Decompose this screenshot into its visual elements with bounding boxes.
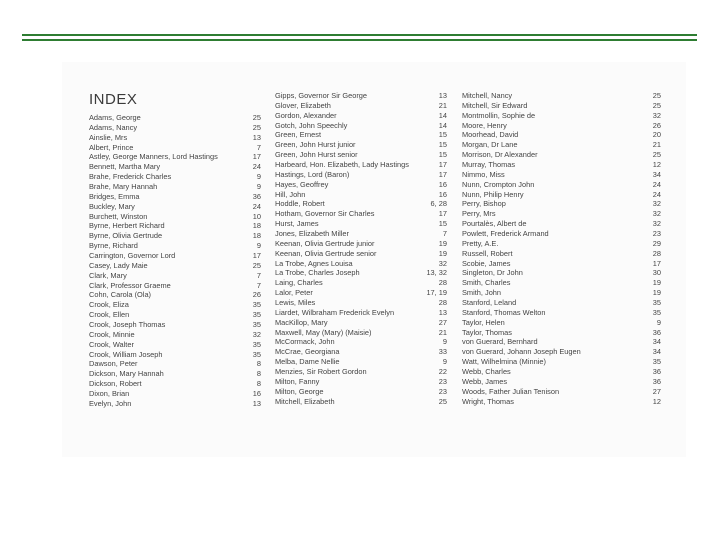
index-entry-page: 14	[438, 110, 447, 120]
index-entry	[462, 397, 661, 407]
index-entry-name: Morgan, Dr Lane	[462, 140, 518, 150]
index-entry	[89, 123, 261, 133]
index-entry-name: Smith, Charles	[462, 278, 511, 288]
index-entry	[275, 140, 447, 150]
index-entry-name: Crook, Eliza	[89, 300, 129, 310]
index-entry-page: 13	[438, 307, 447, 317]
index-entry	[89, 271, 261, 281]
index-entry	[275, 298, 447, 308]
index-entry-name: Green, John Hurst junior	[275, 140, 356, 150]
index-entry	[462, 199, 661, 209]
index-entry-name: Russell, Robert	[462, 248, 513, 258]
index-entry-name: Ainslie, Mrs	[89, 132, 128, 142]
index-entry-page: 7	[256, 280, 261, 290]
index-entry	[89, 369, 261, 379]
index-entry-page: 25	[438, 396, 447, 406]
index-entry	[275, 288, 447, 298]
index-entry-page: 17, 19	[426, 288, 447, 298]
index-entry-name: von Guerard, Johann Joseph Eugen	[462, 347, 581, 357]
index-entry-page: 32	[652, 219, 661, 229]
index-entry	[89, 231, 261, 241]
index-entry-page: 26	[652, 120, 661, 130]
index-entry-name: McCrae, Georgiana	[275, 347, 340, 357]
index-entry	[275, 387, 447, 397]
index-entry-page: 23	[438, 376, 447, 386]
index-entry-page: 9	[442, 357, 447, 367]
index-entry-name: Hurst, James	[275, 219, 319, 229]
index-entry-page: 7	[256, 142, 261, 152]
index-entry-page: 9	[256, 172, 261, 182]
index-entry	[89, 379, 261, 389]
index-entry-name: Keenan, Olivia Gertrude senior	[275, 248, 377, 258]
index-entry	[89, 172, 261, 182]
index-entry-page: 34	[652, 347, 661, 357]
index-entry-name: Albert, Prince	[89, 142, 134, 152]
index-entry-page: 16	[438, 179, 447, 189]
index-entry	[89, 350, 261, 360]
index-entry-page: 28	[652, 248, 661, 258]
index-entry	[462, 121, 661, 131]
index-entry	[275, 121, 447, 131]
index-entry-name: Brahe, Frederick Charles	[89, 172, 172, 182]
index-entry-page: 28	[438, 278, 447, 288]
index-entry	[89, 300, 261, 310]
index-entry-name: Liardet, Wilbraham Frederick Evelyn	[275, 307, 395, 317]
index-entry-name: Morrison, Dr Alexander	[462, 150, 538, 160]
index-entry-page: 7	[442, 229, 447, 239]
index-entry	[89, 359, 261, 369]
index-entry-page: 32	[652, 209, 661, 219]
index-entry	[275, 377, 447, 387]
index-entry-page: 23	[652, 229, 661, 239]
index-entry-page: 8	[256, 359, 261, 369]
index-entry-name: Byrne, Richard	[89, 241, 138, 251]
index-entry-page: 15	[438, 130, 447, 140]
index-entry-name: Smith, John	[462, 288, 502, 298]
index-entry-name: Taylor, Thomas	[462, 327, 512, 337]
index-entry-page: 36	[652, 367, 661, 377]
index-entry-page: 30	[652, 268, 661, 278]
index-entry	[89, 192, 261, 202]
index-entry-name: Nunn, Philip Henry	[462, 189, 524, 199]
index-entry-name: Mitchell, Elizabeth	[275, 396, 335, 406]
index-entry	[89, 399, 261, 409]
index-entry	[462, 130, 661, 140]
index-entry-page: 29	[652, 238, 661, 248]
index-entry-name: Burchett, Winston	[89, 211, 148, 221]
index-entry	[89, 143, 261, 153]
index-entry-page: 23	[438, 386, 447, 396]
index-entry-name: Perry, Bishop	[462, 199, 506, 209]
index-entry-name: Milton, Fanny	[275, 376, 320, 386]
index-entry-name: Green, Ernest	[275, 130, 322, 140]
index-entry-name: Perry, Mrs	[462, 209, 496, 219]
index-entry-name: Hayes, Geoffrey	[275, 179, 329, 189]
index-entry	[462, 337, 661, 347]
index-column-3	[462, 91, 661, 407]
index-entry-name: Hastings, Lord (Baron)	[275, 169, 350, 179]
index-entry	[275, 101, 447, 111]
index-entry	[462, 229, 661, 239]
index-entry-page: 14	[438, 120, 447, 130]
index-entry-page: 17	[438, 169, 447, 179]
index-entry	[275, 249, 447, 259]
index-entry-name: Dickson, Mary Hannah	[89, 369, 164, 379]
index-entry-page: 22	[438, 367, 447, 377]
index-entry-name: Crook, Walter	[89, 339, 134, 349]
index-entry-name: Mitchell, Nancy	[462, 91, 513, 100]
index-entry	[462, 278, 661, 288]
index-entry-page: 35	[252, 349, 261, 359]
index-entry	[275, 328, 447, 338]
index-entry	[462, 308, 661, 318]
index-entry-name: Singleton, Dr John	[462, 268, 523, 278]
index-entry	[462, 357, 661, 367]
index-entry-page: 28	[438, 298, 447, 308]
index-entry	[275, 91, 447, 101]
index-entry-page: 15	[438, 140, 447, 150]
index-entry	[275, 199, 447, 209]
index-entry-name: Webb, Charles	[462, 367, 511, 377]
index-entry-page: 6, 28	[430, 199, 447, 209]
index-entry	[89, 241, 261, 251]
index-entry-page: 34	[652, 337, 661, 347]
index-entry	[462, 249, 661, 259]
index-entry	[89, 310, 261, 320]
index-entry-page: 32	[252, 329, 261, 339]
index-entry	[462, 259, 661, 269]
index-entry-name: Nunn, Crompton John	[462, 179, 535, 189]
index-entry-name: Gipps, Governor Sir George	[275, 91, 368, 100]
index-entry-page: 24	[252, 201, 261, 211]
index-entry-name: Laing, Charles	[275, 278, 323, 288]
index-entry	[89, 133, 261, 143]
index-entry	[462, 180, 661, 190]
index-entry-name: Harbeard, Hon. Elizabeth, Lady Hastings	[275, 160, 409, 170]
index-entry-name: Green, John Hurst senior	[275, 150, 358, 160]
index-entry	[89, 290, 261, 300]
index-entry-page: 32	[652, 199, 661, 209]
top-rule	[22, 34, 697, 36]
index-entry-name: Bennett, Martha Mary	[89, 162, 161, 172]
index-entry-page: 18	[252, 231, 261, 241]
index-entry	[89, 113, 261, 123]
index-column-2	[275, 91, 447, 407]
index-entry-name: Hoddle, Robert	[275, 199, 325, 209]
index-entry-name: Maxwell, May (Mary) (Maisie)	[275, 327, 372, 337]
index-entry-name: Glover, Elizabeth	[275, 100, 331, 110]
index-entry-name: Astley, George Manners, Lord Hastings	[89, 152, 218, 162]
index-entry-name: Stanford, Thomas Welton	[462, 307, 546, 317]
index-entry-page: 17	[252, 152, 261, 162]
index-entry-name: Woods, Father Julian Tenison	[462, 386, 560, 396]
index-entry-name: Taylor, Helen	[462, 317, 505, 327]
index-entry-page: 35	[652, 307, 661, 317]
index-entry	[89, 221, 261, 231]
index-entry	[89, 202, 261, 212]
index-entry-page: 16	[438, 189, 447, 199]
index-entry-page: 36	[252, 191, 261, 201]
index-entry-page: 24	[252, 162, 261, 172]
index-entry-name: Pretty, A.E.	[462, 238, 499, 248]
index-entry-page: 9	[656, 317, 661, 327]
index-entry-page: 25	[652, 100, 661, 110]
index-entry	[275, 347, 447, 357]
index-entry	[275, 209, 447, 219]
index-entry-page: 25	[652, 91, 661, 100]
index-entry-name: McCormack, John	[275, 337, 335, 347]
index-entry-name: Webb, James	[462, 376, 508, 386]
index-entry-page: 32	[438, 258, 447, 268]
index-entry	[462, 239, 661, 249]
index-entry	[275, 239, 447, 249]
index-entry-page: 21	[438, 327, 447, 337]
index-entry-page: 17	[252, 251, 261, 261]
index-entry-page: 19	[438, 238, 447, 248]
index-entry-name: MacKillop, Mary	[275, 317, 328, 327]
index-entry	[462, 328, 661, 338]
index-entry	[275, 160, 447, 170]
index-entry-page: 13	[438, 91, 447, 100]
index-entry	[275, 219, 447, 229]
index-entry-name: Montmollin, Sophie de	[462, 110, 536, 120]
index-entry-page: 26	[252, 290, 261, 300]
index-entry-page: 17	[652, 258, 661, 268]
top-rule-secondary	[22, 39, 697, 41]
index-entry	[89, 212, 261, 222]
index-entry-page: 35	[252, 320, 261, 330]
index-entry	[462, 298, 661, 308]
index-entry-page: 9	[256, 182, 261, 192]
index-entry-page: 35	[652, 298, 661, 308]
index-entry-name: Dickson, Robert	[89, 379, 142, 389]
index-entry-page: 36	[652, 376, 661, 386]
index-entry	[275, 357, 447, 367]
index-entry-name: Clark, Professor Graeme	[89, 280, 171, 290]
index-entry-page: 35	[652, 357, 661, 367]
index-entry	[275, 111, 447, 121]
index-entry-name: von Guerard, Bernhard	[462, 337, 538, 347]
index-entry	[275, 259, 447, 269]
index-entry-name: Murray, Thomas	[462, 160, 516, 170]
index-entry-name: Moorhead, David	[462, 130, 519, 140]
index-entry-page: 19	[652, 278, 661, 288]
index-entry-page: 36	[652, 327, 661, 337]
index-entry-name: Adams, Nancy	[89, 122, 138, 132]
index-entry-page: 34	[652, 169, 661, 179]
index-entry	[89, 152, 261, 162]
index-entry-name: Moore, Henry	[462, 120, 507, 130]
index-entry-name: Dawson, Peter	[89, 359, 138, 369]
index-entry-page: 25	[652, 150, 661, 160]
index-entry-page: 27	[438, 317, 447, 327]
index-entry	[275, 337, 447, 347]
index-entry-name: Gordon, Alexander	[275, 110, 337, 120]
index-entry	[89, 389, 261, 399]
index-entry-page: 20	[652, 130, 661, 140]
index-entry-name: Bridges, Emma	[89, 191, 140, 201]
index-entry-name: Clark, Mary	[89, 270, 127, 280]
index-entry-name: Milton, George	[275, 386, 324, 396]
index-entry	[275, 130, 447, 140]
index-entry-page: 17	[438, 160, 447, 170]
index-entry	[275, 367, 447, 377]
index-entry	[89, 330, 261, 340]
index-entry	[462, 190, 661, 200]
index-entry	[462, 150, 661, 160]
index-entry	[462, 387, 661, 397]
index-entry-name: Jones, Elizabeth Miller	[275, 229, 349, 239]
index-entry-name: Wright, Thomas	[462, 396, 514, 406]
index-entry-page: 8	[256, 369, 261, 379]
index-entry-name: Casey, Lady Maie	[89, 260, 148, 270]
index-entry-page: 24	[652, 189, 661, 199]
index-entry-page: 15	[438, 150, 447, 160]
index-entry-name: La Trobe, Agnes Louisa	[275, 258, 353, 268]
index-entry	[275, 318, 447, 328]
index-entry-page: 13	[252, 398, 261, 408]
index-entry-page: 15	[438, 219, 447, 229]
index-entry-page: 21	[652, 140, 661, 150]
index-entry	[89, 261, 261, 271]
index-entry	[462, 377, 661, 387]
index-entry-page: 13	[252, 132, 261, 142]
index-entry-page: 16	[252, 389, 261, 399]
index-entry-page: 21	[438, 100, 447, 110]
index-entry	[462, 288, 661, 298]
index-entry-name: Buckley, Mary	[89, 201, 135, 211]
index-entry-page: 7	[256, 270, 261, 280]
index-entry-page: 13, 32	[426, 268, 447, 278]
index-entry-page: 12	[652, 396, 661, 406]
index-entry-name: Brahe, Mary Hannah	[89, 182, 158, 192]
index-entry-name: Hill, John	[275, 189, 306, 199]
index-entry	[275, 308, 447, 318]
index-entry-name: Keenan, Olivia Gertrude junior	[275, 238, 375, 248]
index-entry-page: 18	[252, 221, 261, 231]
index-entry	[462, 367, 661, 377]
index-entry	[462, 170, 661, 180]
index-entry-page: 27	[652, 386, 661, 396]
index-entry	[275, 180, 447, 190]
index-entry-name: Byrne, Herbert Richard	[89, 221, 165, 231]
index-entry-name: Evelyn, John	[89, 398, 132, 408]
index-entry-name: Dixon, Brian	[89, 389, 130, 399]
index-entry-name: Crook, Joseph Thomas	[89, 320, 166, 330]
index-entry-page: 25	[252, 122, 261, 132]
index-column-1	[89, 113, 261, 409]
index-entry	[89, 251, 261, 261]
index-entry	[462, 209, 661, 219]
index-entry	[275, 190, 447, 200]
index-entry-name: Mitchell, Sir Edward	[462, 100, 528, 110]
index-entry	[462, 268, 661, 278]
index-entry	[275, 150, 447, 160]
index-entry	[462, 101, 661, 111]
index-entry-page: 32	[652, 110, 661, 120]
index-entry	[89, 281, 261, 291]
index-title: INDEX	[89, 91, 138, 108]
index-entry-page: 35	[252, 339, 261, 349]
index-entry	[462, 347, 661, 357]
index-entry	[275, 268, 447, 278]
index-entry-name: Powlett, Frederick Armand	[462, 229, 549, 239]
index-entry-page: 35	[252, 310, 261, 320]
index-entry-name: Lalor, Peter	[275, 288, 313, 298]
index-entry-page: 12	[652, 160, 661, 170]
index-entry	[89, 182, 261, 192]
index-entry-name: Stanford, Leland	[462, 298, 517, 308]
index-entry-page: 24	[652, 179, 661, 189]
index-entry-name: Scobie, James	[462, 258, 511, 268]
index-entry-name: La Trobe, Charles Joseph	[275, 268, 360, 278]
index-entry-page: 9	[442, 337, 447, 347]
index-entry-name: Pourtalès, Albert de	[462, 219, 527, 229]
index-entry	[275, 170, 447, 180]
index-entry	[462, 140, 661, 150]
index-entry	[275, 397, 447, 407]
index-entry	[275, 229, 447, 239]
index-entry-name: Gotch, John Speechly	[275, 120, 348, 130]
index-entry-page: 25	[252, 260, 261, 270]
index-entry	[89, 320, 261, 330]
index-entry-name: Crook, Ellen	[89, 310, 130, 320]
index-entry-name: Hotham, Governor Sir Charles	[275, 209, 375, 219]
index-entry	[89, 340, 261, 350]
index-entry-name: Crook, William Joseph	[89, 349, 163, 359]
index-entry-name: Crook, Minnie	[89, 329, 135, 339]
index-entry	[462, 91, 661, 101]
index-entry-page: 9	[256, 241, 261, 251]
index-entry	[462, 318, 661, 328]
index-entry-page: 19	[438, 248, 447, 258]
index-entry-name: Melba, Dame Nellie	[275, 357, 340, 367]
index-entry-page: 19	[652, 288, 661, 298]
index-entry	[462, 111, 661, 121]
index-entry-page: 33	[438, 347, 447, 357]
index-entry-page: 10	[252, 211, 261, 221]
index-entry	[89, 162, 261, 172]
index-entry-name: Carrington, Governor Lord	[89, 251, 176, 261]
index-entry-name: Watt, Wilhelmina (Minnie)	[462, 357, 546, 367]
index-entry	[462, 160, 661, 170]
index-entry	[462, 219, 661, 229]
index-entry-name: Lewis, Miles	[275, 298, 316, 308]
index-entry	[275, 278, 447, 288]
index-entry-name: Nimmo, Miss	[462, 169, 505, 179]
index-entry-page: 25	[252, 113, 261, 122]
index-entry-page: 17	[438, 209, 447, 219]
index-entry-name: Adams, George	[89, 113, 141, 122]
index-entry-page: 8	[256, 379, 261, 389]
index-entry-name: Menzies, Sir Robert Gordon	[275, 367, 367, 377]
index-entry-page: 35	[252, 300, 261, 310]
index-entry-name: Cohn, Carola (Ola)	[89, 290, 152, 300]
index-entry-name: Byrne, Olivia Gertrude	[89, 231, 163, 241]
